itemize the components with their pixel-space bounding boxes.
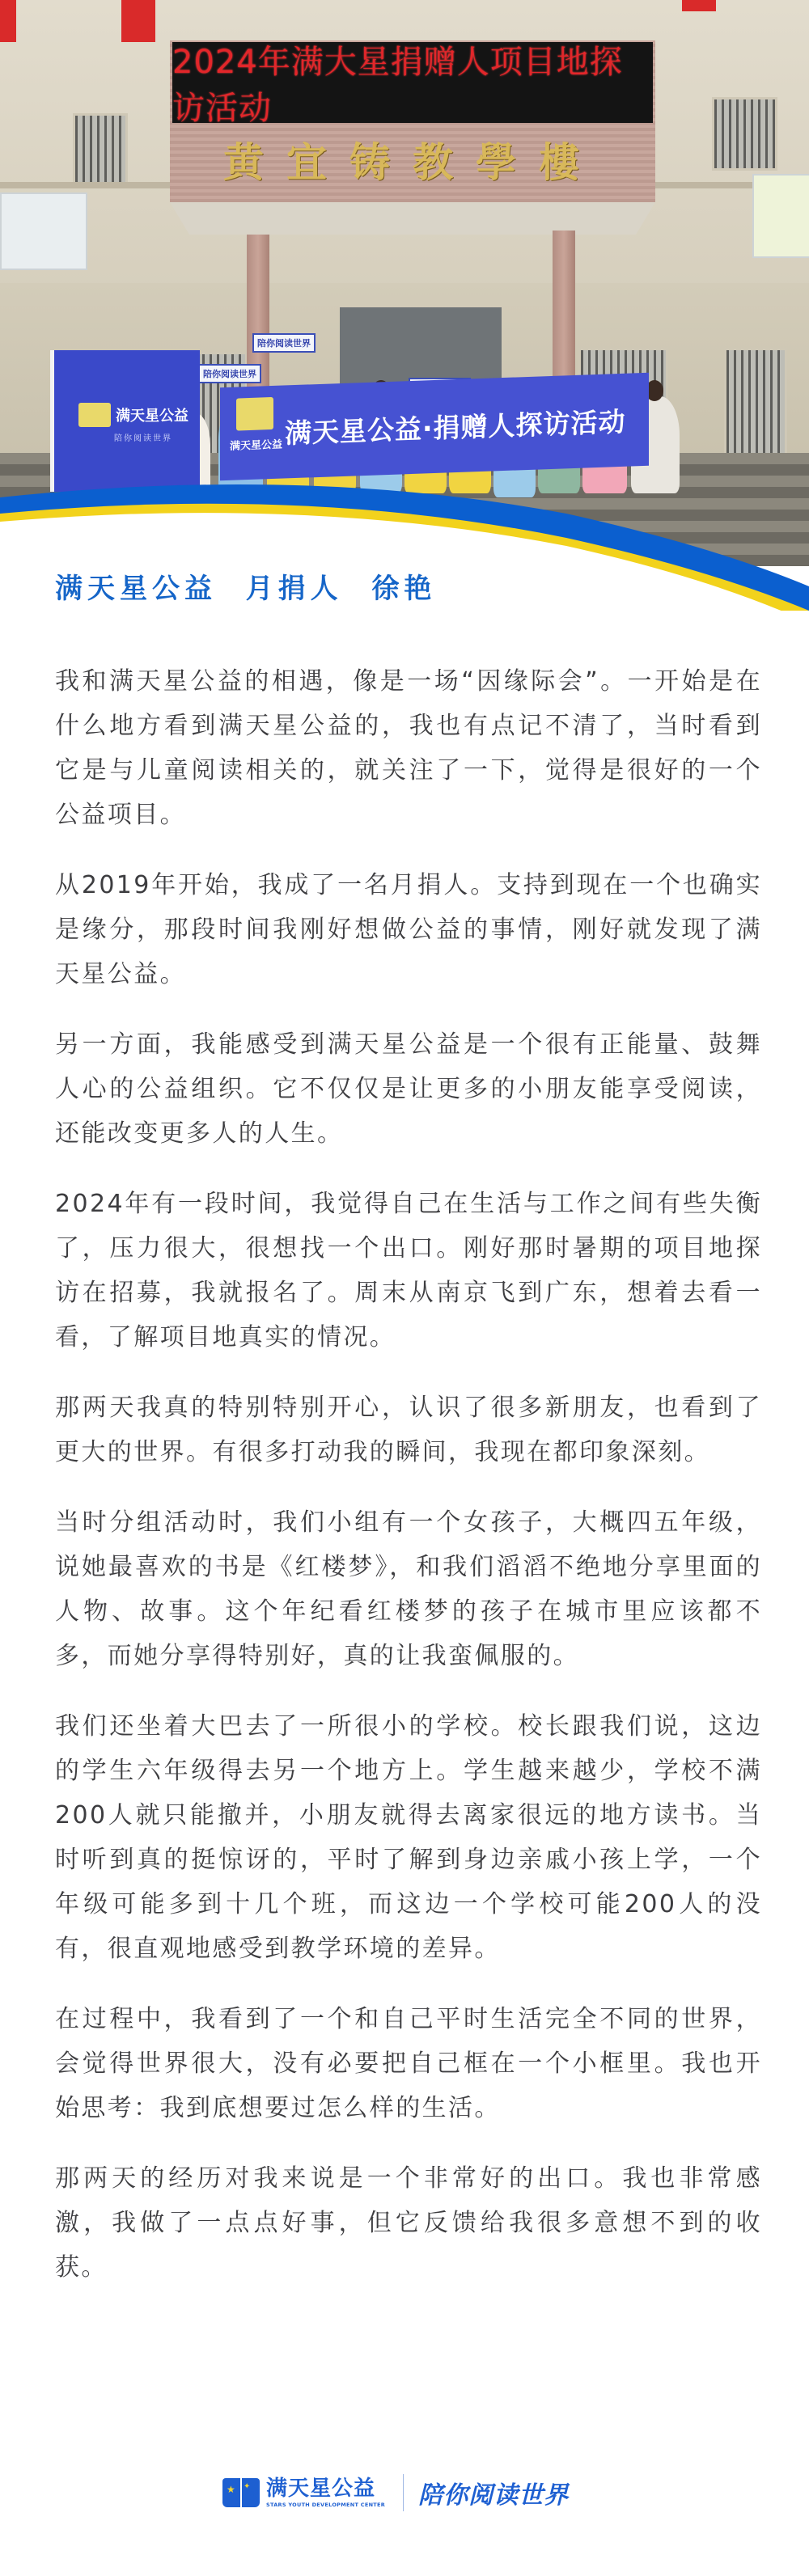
paragraph: 我们还坐着大巴去了一所很小的学校。校长跟我们说，这边的学生六年级得去另一个地方上。学生越来越少，学校不满200人就只能撤并，小朋友就得去离家很远的地方读书。当时听到真的挺惊讶的，平时了解到身边亲戚小孩上学，一个年级可能多到十几个班，而这边一个学校可能200人的没有，很直观地感受到教学环境的差异。 <box>55 1712 762 1963</box>
window <box>73 113 128 184</box>
banner-text: 满天星公益·捐赠人探访活动 <box>285 405 626 450</box>
paragraph: 当时分组活动时，我们小组有一个女孩子，大概四五年级，说她最喜欢的书是《红楼梦》，和我们滔滔不绝地分享里面的人物、故事。这个年纪看红楼梦的孩子在城市里应该都不多，而她分享得特别好，真的让我蛮佩服的。 <box>55 1508 762 1670</box>
wall-red-sign <box>121 0 155 42</box>
org-name-english: STARS YOUTH DEVELOPMENT CENTER <box>266 2502 386 2508</box>
wall-red-sign <box>682 0 716 11</box>
sign-card: 陪你阅读世界 <box>198 364 261 383</box>
wall-poster <box>752 174 809 258</box>
org-name: 满天星公益 <box>266 2477 376 2501</box>
wall-red-sign <box>0 0 16 42</box>
wall-poster <box>0 192 87 270</box>
sign-card: 陪你阅读世界 <box>252 333 316 353</box>
window <box>712 97 777 171</box>
footer-brand <box>222 2468 595 2517</box>
flag-slogan: 陪你阅读世界 <box>114 434 172 443</box>
page-title: 满天星公益 月捐人 徐艳 <box>55 573 437 605</box>
logo-divider <box>403 2474 404 2511</box>
flag-org-name: 满天星公益 <box>116 408 188 425</box>
paragraph: 2024年有一段时间，我觉得自己在生活与工作之间有些失衡了，压力很大，很想找一个出口。刚好那时暑期的项目地探访在招募，我就报名了。周末从南京飞到广东，想着去看一看，了解项目地真实的情况。 <box>55 1190 762 1351</box>
paragraph: 我和满天星公益的相遇，像是一场“因缘际会”。一开始是在什么地方看到满天星公益的，我也有点记不清了，当时看到它是与儿童阅读相关的，就关注了一下，觉得是很好的一个公益项目。 <box>55 667 762 829</box>
paragraph: 另一方面，我能感受到满天星公益是一个很有正能量、鼓舞人心的公益组织。它不仅仅是让更多的小朋友能享受阅读，还能改变更多人的人生。 <box>55 1030 762 1148</box>
open-book-stars-icon <box>222 2477 260 2509</box>
banner-org-name: 满天星公益 <box>230 438 283 453</box>
paragraph: 从2019年开始，我成了一名月捐人。支持到现在一个也确实是缘分，那段时间我刚好想做公益的事情，刚好就发现了满天星公益。 <box>55 871 762 988</box>
flag-logo <box>78 403 188 427</box>
portico-roof <box>170 202 655 235</box>
paragraph: 那两天的经历对我来说是一个非常好的出口。我也非常感激，我做了一点点好事，但它反馈给我很多意想不到的收获。 <box>55 2164 762 2282</box>
led-display-board <box>172 42 653 127</box>
org-logo-text <box>266 2477 385 2509</box>
paragraph: 那两天我真的特别特别开心，认识了很多新朋友，也看到了更大的世界。有很多打动我的瞬间，我现在都印象深刻。 <box>55 1394 762 1466</box>
star-icon: ✦ <box>244 2482 251 2491</box>
building-name-sign <box>172 131 653 188</box>
paragraph: 在过程中，我看到了一个和自己平时生活完全不同的世界，会觉得世界很大，没有必要把自己框在一个小框里。我也开始思考：我到底想要过怎么样的生活。 <box>55 2005 762 2122</box>
article-body <box>55 659 762 2316</box>
building-name-text: 黄宜铸教學樓 <box>223 138 602 186</box>
book-icon <box>78 403 111 427</box>
led-board-text: 2024年满大星捐赠人项目地探访活动 <box>172 44 623 127</box>
book-icon <box>236 397 273 431</box>
slogan: 陪你阅读世界 <box>418 2481 570 2510</box>
star-icon: ★ <box>227 2484 235 2495</box>
